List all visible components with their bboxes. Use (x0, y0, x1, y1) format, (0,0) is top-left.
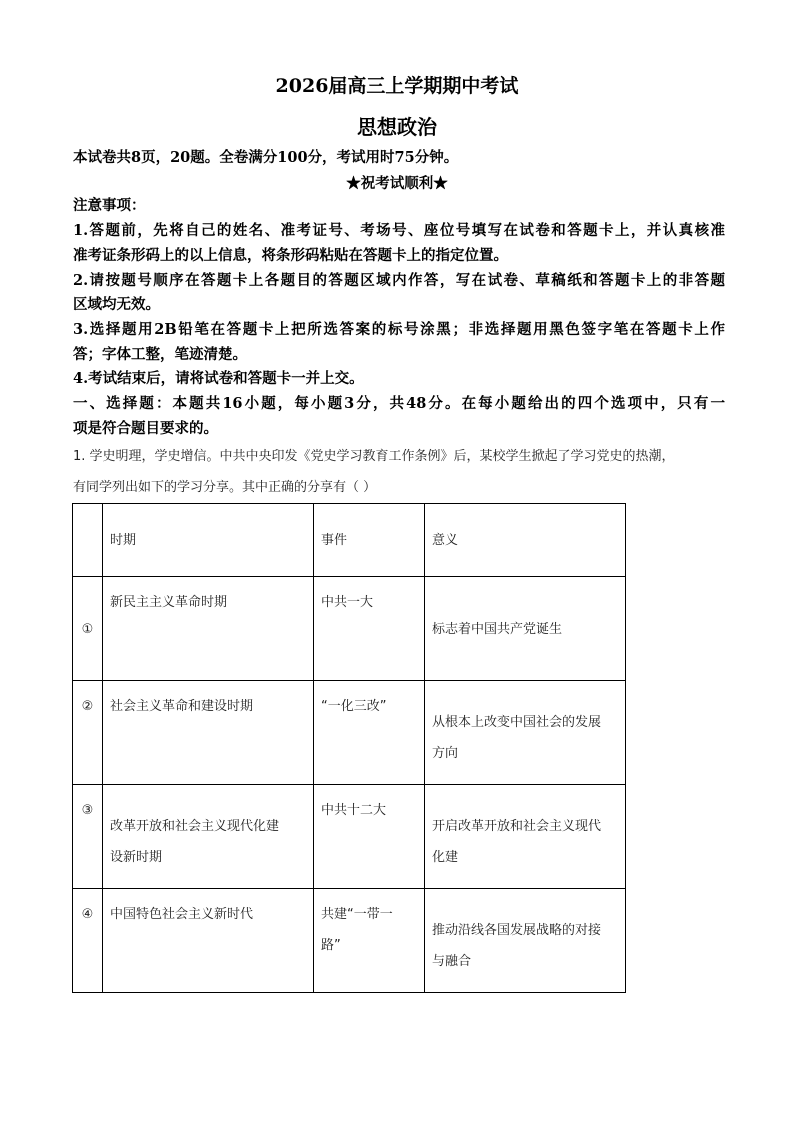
event-cell: 中共一大 (314, 577, 425, 681)
meaning-cell: 从根本上改变中国社会的发展 方向 (425, 681, 626, 785)
period-cell: 改革开放和社会主义现代化建 设新时期 (103, 785, 314, 889)
note-1-line-2: 准考证条形码上的以上信息，将条形码粘贴在答题卡上的指定位置。 (73, 247, 508, 264)
row-number: ② (73, 681, 103, 785)
period-cell: 新民主主义革命时期 (103, 577, 314, 681)
subject-title: 思想政治 (357, 115, 437, 139)
meaning-cell: 标志着中国共产党诞生 (425, 577, 626, 681)
section-heading-line-2: 项是符合题目要求的。 (73, 420, 218, 437)
header-cell-index (73, 504, 103, 577)
exam-info: 本试卷共8页，20题。全卷满分100分，考试用时75分钟。 (73, 149, 459, 166)
note-2-line-1: 2.请按题号顺序在答题卡上各题目的答题区域内作答，写在试卷、草稿纸和答题卡上的非答题 (73, 272, 725, 289)
event-cell: 中共十二大 (314, 785, 425, 889)
section-heading-line-1: 一、选择题：本题共16小题，每小题3分，共48分。在每小题给出的四个选项中，只有一 (73, 395, 725, 412)
notes-heading: 注意事项： (73, 197, 146, 214)
header-cell-period: 时期 (103, 504, 314, 577)
table-row (73, 681, 626, 785)
header-cell-event: 事件 (314, 504, 425, 577)
exam-title: 2026届高三上学期期中考试 (275, 75, 519, 97)
note-2-line-2: 区域均无效。 (73, 296, 160, 313)
meaning-cell: 开启改革开放和社会主义现代 化建 (425, 785, 626, 889)
note-3-line-1: 3.选择题用2B铅笔在答题卡上把所选答案的标号涂黑；非选择题用黑色签字笔在答题卡上作 (73, 321, 725, 338)
event-cell: “一化三改” (314, 681, 425, 785)
note-3-line-2: 答；字体工整，笔迹清楚。 (73, 346, 247, 363)
question-1-stem-line-1: 1. 学史明理，学史增信。中共中央印发《党史学习教育工作条例》后，某校学生掀起了学习党史的热潮， (73, 449, 675, 464)
event-cell: 共建“一带一 路” (314, 889, 425, 993)
row-number: ① (73, 577, 103, 681)
question-1-stem-line-2: 有同学列出如下的学习分享。其中正确的分享有（ ） (73, 480, 377, 495)
good-luck-line: ★祝考试顺利★ (346, 175, 448, 192)
note-4: 4.考试结束后，请将试卷和答题卡一并上交。 (73, 370, 364, 387)
history-events-table (72, 503, 626, 993)
note-1-line-1: 1.答题前，先将自己的姓名、准考证号、考场号、座位号填写在试卷和答题卡上，并认真核准 (73, 222, 725, 239)
table-row (73, 577, 626, 681)
table-row (73, 785, 626, 889)
meaning-cell: 推动沿线各国发展战略的对接 与融合 (425, 889, 626, 993)
period-cell: 中国特色社会主义新时代 (103, 889, 314, 993)
header-cell-meaning: 意义 (425, 504, 626, 577)
period-cell: 社会主义革命和建设时期 (103, 681, 314, 785)
row-number: ④ (73, 889, 103, 993)
table-row (73, 889, 626, 993)
table-header-row (73, 504, 626, 577)
row-number: ③ (73, 785, 103, 889)
